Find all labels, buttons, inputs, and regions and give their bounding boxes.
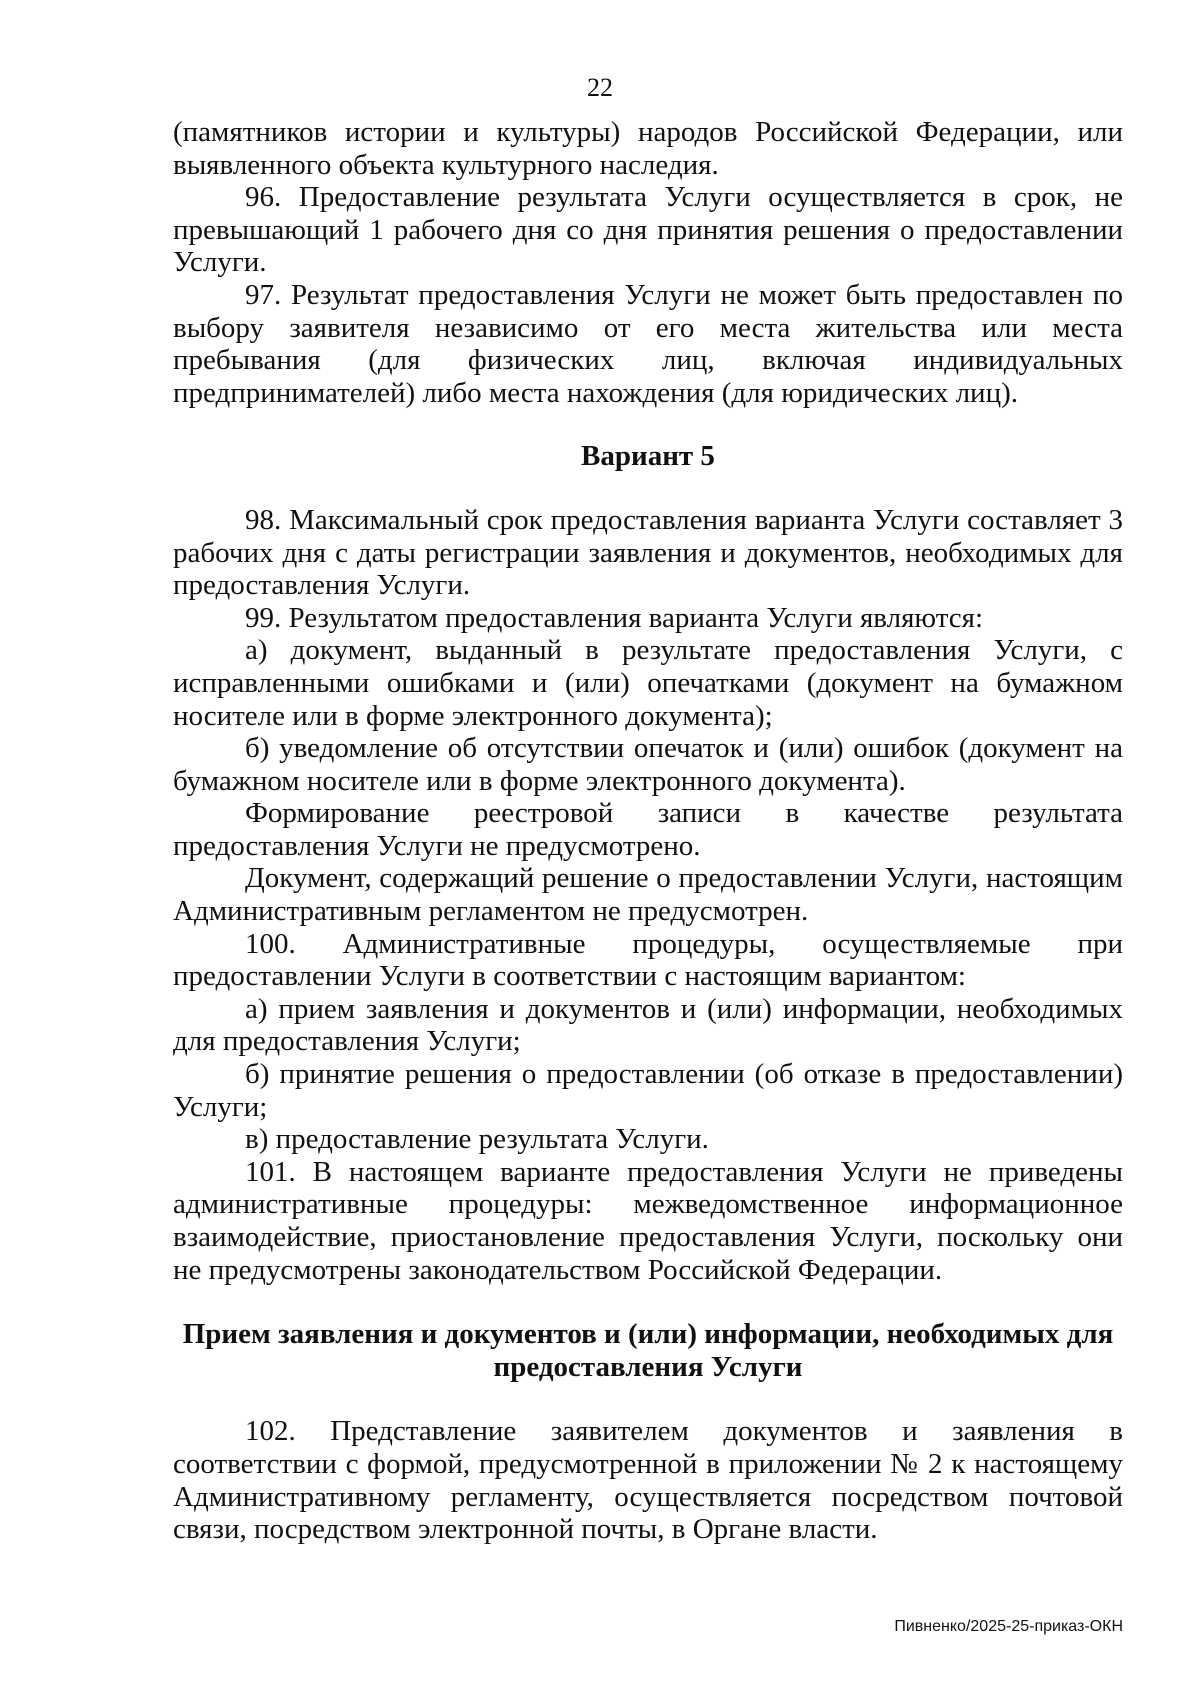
paragraph-100-item-b: б) принятие решения о предоставлении (об отказе в предоставлении) Услуги;: [173, 1058, 1123, 1123]
section-heading-reception: Прием заявления и документов и (или) информации, необходимых для предоставления Услуги: [182, 1318, 1114, 1383]
paragraph-99: 99. Результатом предоставления варианта Услуги являются:: [245, 601, 983, 634]
section-heading-variant-5: Вариант 5: [581, 440, 715, 473]
paragraph-102: 102. Представление заявителем документов и заявления в соответствии с формой, предусмотренной в приложении № 2 к настоящему Административному регламенту, осуществляется посредством почтовой связи, посредством электронной почты, в Органе власти.: [173, 1415, 1123, 1546]
paragraph-continuation: (памятников истории и культуры) народов Российской Федерации, или выявленного объекта культурного наследия.: [173, 116, 1123, 181]
paragraph-100-item-c: в) предоставление результата Услуги.: [245, 1123, 709, 1156]
paragraph-96: 96. Предоставление результата Услуги осуществляется в срок, не превышающий 1 рабочего дня со дня принятия решения о предоставлении Услуги.: [173, 181, 1123, 279]
paragraph-98: 98. Максимальный срок предоставления варианта Услуги составляет 3 рабочих дня с даты регистрации заявления и документов, необходимых для предоставления Услуги.: [173, 503, 1123, 602]
document-footer-code: Пивненко/2025-25-приказ-ОКН: [894, 1618, 1123, 1635]
paragraph-101: 101. В настоящем варианте предоставления Услуги не приведены административные процедуры: межведомственное информационное взаимодействие, приостановление предоставления Услуги, поскольку они не предусмотрены законодательством Российской Федерации.: [173, 1155, 1123, 1286]
page-number: 22: [587, 73, 613, 102]
paragraph-decision-document: Документ, содержащий решение о предоставлении Услуги, настоящим Административным регламентом не предусмотрен.: [173, 862, 1123, 928]
document-body: [173, 116, 1123, 1546]
paragraph-100: 100. Административные процедуры, осуществляемые при предоставлении Услуги в соответствии с настоящим вариантом:: [173, 927, 1123, 993]
paragraph-97: 97. Результат предоставления Услуги не может быть предоставлен по выбору заявителя независимо от его места жительства или места пребывания (для физических лиц, включая индивидуальных предпринимателей) либо места нахождения (для юридических лиц).: [173, 278, 1123, 409]
paragraph-registry-record: Формирование реестровой записи в качестве результата предоставления Услуги не предусмотрено.: [173, 797, 1123, 862]
paragraph-99-item-a: а) документ, выданный в результате предоставления Услуги, с исправленными ошибками и (или) опечатками (документ на бумажном носителе или в форме электронного документа);: [173, 634, 1123, 732]
paragraph-100-item-a: а) прием заявления и документов и (или) информации, необходимых для предоставления Услуги;: [173, 992, 1123, 1058]
paragraph-99-item-b: б) уведомление об отсутствии опечаток и (или) ошибок (документ на бумажном носителе или в форме электронного документа).: [173, 732, 1123, 797]
